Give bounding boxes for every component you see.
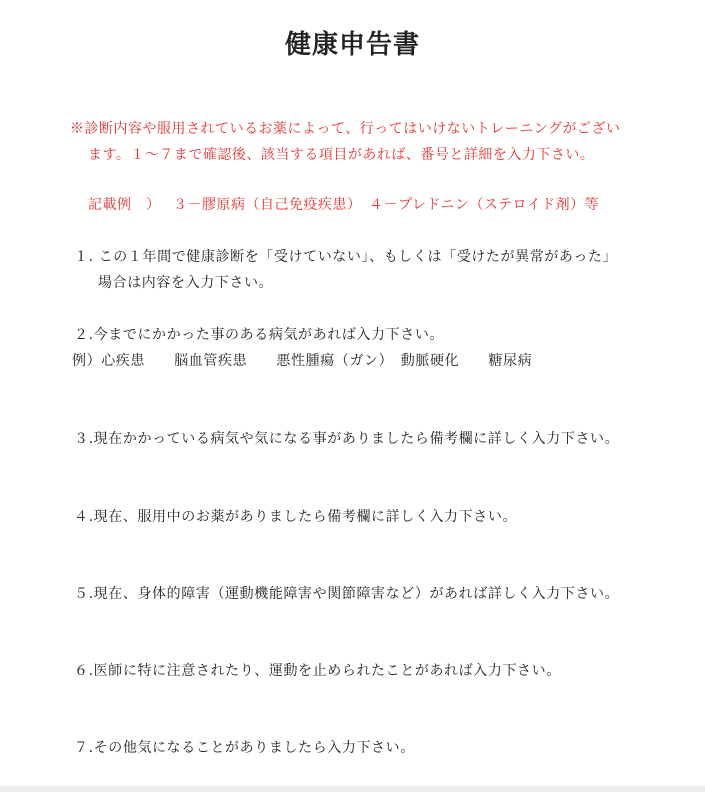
item-5: ５.現在、身体的障害（運動機能障害や関節障害など）があれば詳しく入力下さい。 xyxy=(74,586,620,602)
notice-line-2: ます。１～７まで確認後、該当する項目があれば、番号と詳細を入力下さい。 xyxy=(88,147,595,163)
item-3: ３.現在かかっている病気や気になる事がありましたら備考欄に詳しく入力下さい。 xyxy=(74,431,620,447)
item-2-line-1: ２.今までにかかった事のある病気があれば入力下さい。 xyxy=(74,327,445,343)
item-4: ４.現在、服用中のお薬がありましたら備考欄に詳しく入力下さい。 xyxy=(74,509,518,525)
item-2-examples: 例）心疾患 脳血管疾患 悪性腫瘍（ガン） 動脈硬化 糖尿病 xyxy=(72,353,533,369)
bottom-scroll-edge xyxy=(0,786,705,792)
item-1-line-1: １. この１年間で健康診断を「受けていない」、もしくは「受けたが異常があった」 xyxy=(74,249,618,265)
item-1-line-2: 場合は内容を入力下さい。 xyxy=(98,275,274,291)
item-6: ６.医師に特に注意されたり、運動を止められたことがあれば入力下さい。 xyxy=(74,663,561,679)
notice-line-1: ※診断内容や服用されているお薬によって、行ってはいけないトレーニングがござい xyxy=(70,121,621,137)
page-title: 健康申告書 xyxy=(284,30,420,60)
notice-example: 記載例 ） ３－膠原病（自己免疫疾患） ４－プレドニン（ステロイド剤）等 xyxy=(88,197,600,213)
item-7: ７.その他気になることがありましたら入力下さい。 xyxy=(74,740,415,756)
